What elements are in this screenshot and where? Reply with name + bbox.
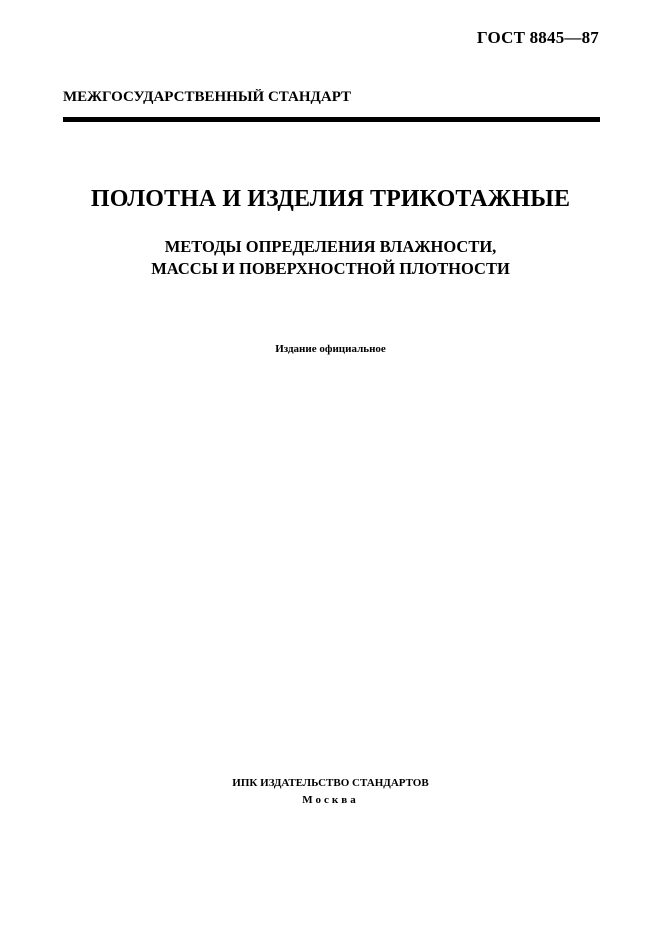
publisher-city: Москва (302, 794, 359, 806)
subtitle-line-2: МАССЫ И ПОВЕРХНОСТНОЙ ПЛОТНОСТИ (151, 259, 510, 278)
publisher-name: ИПК ИЗДАТЕЛЬСТВО СТАНДАРТОВ (232, 777, 429, 789)
document-number: ГОСТ 8845—87 (476, 28, 599, 47)
header-divider-rule (63, 117, 600, 122)
subtitle-line-1: МЕТОДЫ ОПРЕДЕЛЕНИЯ ВЛАЖНОСТИ, (164, 237, 497, 256)
document-title: ПОЛОТНА И ИЗДЕЛИЯ ТРИКОТАЖНЫЕ (90, 186, 571, 212)
edition-note: Издание официальное (275, 343, 386, 355)
document-subtitle (0, 236, 661, 280)
standard-type-header: МЕЖГОСУДАРСТВЕННЫЙ СТАНДАРТ (63, 89, 352, 105)
